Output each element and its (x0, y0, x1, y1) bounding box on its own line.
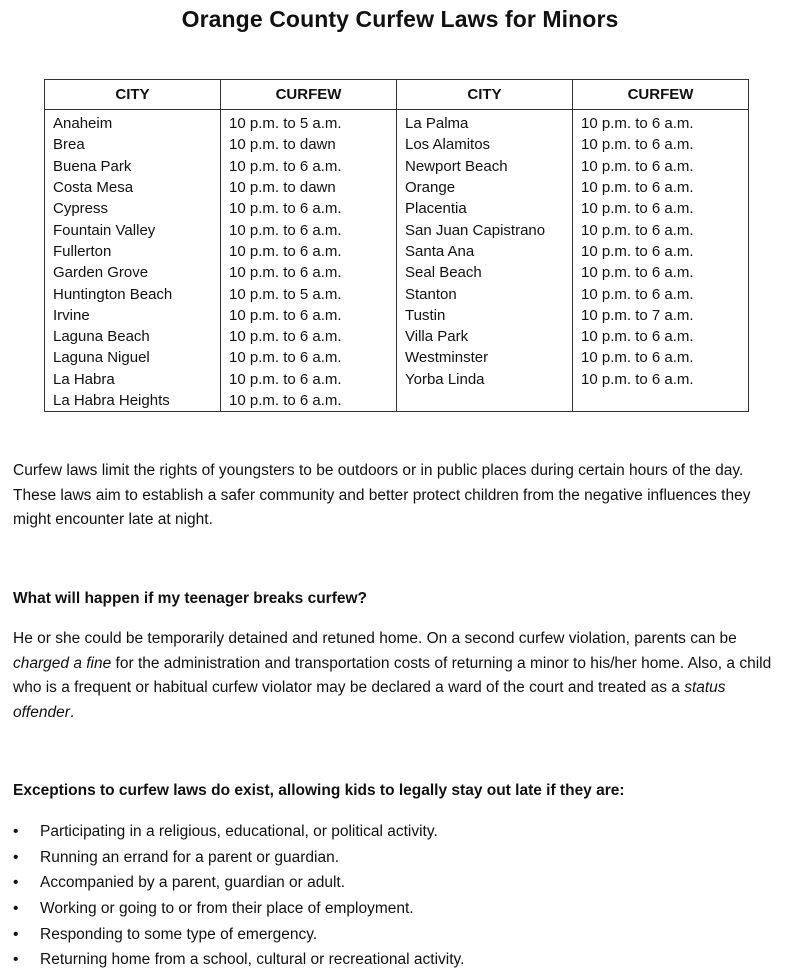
curfew-cell: 10 p.m. to 5 a.m. (221, 110, 397, 135)
city-cell (397, 390, 573, 412)
bullet-icon: • (13, 951, 19, 969)
bullet-icon: • (13, 848, 19, 866)
curfew-cell: 10 p.m. to 6 a.m. (221, 390, 397, 412)
curfew-cell: 10 p.m. to 6 a.m. (573, 369, 749, 390)
curfew-cell: 10 p.m. to dawn (221, 177, 397, 198)
list-item (13, 870, 464, 896)
table-row (45, 134, 749, 155)
page-title: Orange County Curfew Laws for Minors (181, 6, 619, 32)
list-item (13, 947, 464, 973)
curfew-cell: 10 p.m. to 6 a.m. (573, 283, 749, 304)
list-item (13, 922, 464, 948)
curfew-cell: 10 p.m. to 6 a.m. (573, 219, 749, 240)
list-item-text: Accompanied by a parent, guardian or adult. (40, 874, 346, 892)
table-header-row (45, 80, 749, 110)
table-row (45, 198, 749, 219)
list-item (13, 819, 464, 845)
column-header-city: CITY (45, 80, 221, 110)
city-cell: Huntington Beach (45, 283, 221, 304)
city-cell: Brea (45, 134, 221, 155)
curfew-cell: 10 p.m. to 6 a.m. (573, 262, 749, 283)
table-row (45, 390, 749, 412)
city-cell: La Habra (45, 369, 221, 390)
curfew-cell: 10 p.m. to 6 a.m. (221, 156, 397, 177)
curfew-cell: 10 p.m. to 6 a.m. (573, 134, 749, 155)
table-row (45, 347, 749, 368)
curfew-cell (573, 390, 749, 412)
table-row (45, 156, 749, 177)
column-header-city: CITY (397, 80, 573, 110)
answer-text: for the administration and transportation costs of returning a minor to his/her home. Also, a child who is a frequent or habitual curfew violator may be declared a ward of the court and treated as a (13, 654, 772, 696)
city-cell: Cypress (45, 198, 221, 219)
city-cell: Newport Beach (397, 156, 573, 177)
table-row (45, 241, 749, 262)
city-cell: Irvine (45, 305, 221, 326)
column-header-curfew: CURFEW (221, 80, 397, 110)
city-cell: Placentia (397, 198, 573, 219)
city-cell: Fullerton (45, 241, 221, 262)
city-cell: Buena Park (45, 156, 221, 177)
exceptions-heading: Exceptions to curfew laws do exist, allowing kids to legally stay out late if they are: (13, 782, 625, 799)
curfew-cell: 10 p.m. to 6 a.m. (573, 347, 749, 368)
list-item-text: Running an errand for a parent or guardian. (40, 848, 340, 866)
city-cell: Yorba Linda (397, 369, 573, 390)
list-item (13, 845, 464, 871)
curfew-cell: 10 p.m. to 6 a.m. (573, 156, 749, 177)
table-row (45, 305, 749, 326)
city-cell: Westminster (397, 347, 573, 368)
bullet-icon: • (13, 925, 19, 943)
curfew-cell: 10 p.m. to 6 a.m. (573, 241, 749, 262)
curfew-table (44, 79, 749, 412)
bullet-icon: • (13, 823, 19, 840)
curfew-cell: 10 p.m. to 6 a.m. (573, 177, 749, 198)
city-cell: La Palma (397, 110, 573, 135)
answer-emphasis: status offender (13, 679, 726, 721)
table-row (45, 369, 749, 390)
curfew-cell: 10 p.m. to 6 a.m. (221, 326, 397, 347)
table-body (45, 110, 749, 412)
list-item-text: Working or going to or from their place of employment. (40, 900, 414, 918)
city-cell: Santa Ana (397, 241, 573, 262)
table-row (45, 177, 749, 198)
table-row (45, 219, 749, 240)
exceptions-list (13, 819, 464, 973)
list-item-text: Responding to some type of emergency. (40, 925, 318, 943)
city-cell: Garden Grove (45, 262, 221, 283)
curfew-cell: 10 p.m. to 6 a.m. (221, 305, 397, 326)
city-cell: Costa Mesa (45, 177, 221, 198)
city-cell: Laguna Niguel (45, 347, 221, 368)
city-cell: Anaheim (45, 110, 221, 135)
curfew-cell: 10 p.m. to dawn (221, 134, 397, 155)
table-row (45, 283, 749, 304)
city-cell: Villa Park (397, 326, 573, 347)
city-cell: Tustin (397, 305, 573, 326)
answer-emphasis: charged a fine (13, 654, 112, 672)
bullet-icon: • (13, 874, 19, 892)
curfew-cell: 10 p.m. to 6 a.m. (221, 241, 397, 262)
question-answer-paragraph (13, 627, 783, 725)
city-cell: San Juan Capistrano (397, 219, 573, 240)
curfew-cell: 10 p.m. to 6 a.m. (573, 198, 749, 219)
curfew-cell: 10 p.m. to 7 a.m. (573, 305, 749, 326)
curfew-cell: 10 p.m. to 6 a.m. (221, 262, 397, 283)
city-cell: Fountain Valley (45, 219, 221, 240)
answer-text: . (69, 703, 75, 721)
table-row (45, 262, 749, 283)
bullet-icon: • (13, 900, 19, 918)
column-header-curfew: CURFEW (573, 80, 749, 110)
intro-paragraph: Curfew laws limit the rights of youngsters to be outdoors or in public places during certain hours of the day. These laws aim to establish a safer community and better protect children from the negative influences they might encounter late at night. (13, 462, 751, 528)
list-item (13, 896, 464, 922)
answer-text: He or she could be temporarily detained and retuned home. On a second curfew violation, parents can be (13, 630, 737, 647)
question-heading: What will happen if my teenager breaks curfew? (13, 590, 368, 607)
city-cell: Los Alamitos (397, 134, 573, 155)
city-cell: Seal Beach (397, 262, 573, 283)
city-cell: Stanton (397, 283, 573, 304)
curfew-cell: 10 p.m. to 6 a.m. (221, 219, 397, 240)
curfew-cell: 10 p.m. to 6 a.m. (221, 369, 397, 390)
table-row (45, 326, 749, 347)
curfew-cell: 10 p.m. to 6 a.m. (221, 347, 397, 368)
list-item-text: Participating in a religious, educational, or political activity. (40, 823, 438, 840)
city-cell: Laguna Beach (45, 326, 221, 347)
city-cell: La Habra Heights (45, 390, 221, 412)
list-item-text: Returning home from a school, cultural or recreational activity. (40, 951, 465, 969)
curfew-cell: 10 p.m. to 5 a.m. (221, 283, 397, 304)
curfew-cell: 10 p.m. to 6 a.m. (573, 326, 749, 347)
city-cell: Orange (397, 177, 573, 198)
table-row (45, 110, 749, 135)
curfew-cell: 10 p.m. to 6 a.m. (221, 198, 397, 219)
curfew-cell: 10 p.m. to 6 a.m. (573, 110, 749, 135)
